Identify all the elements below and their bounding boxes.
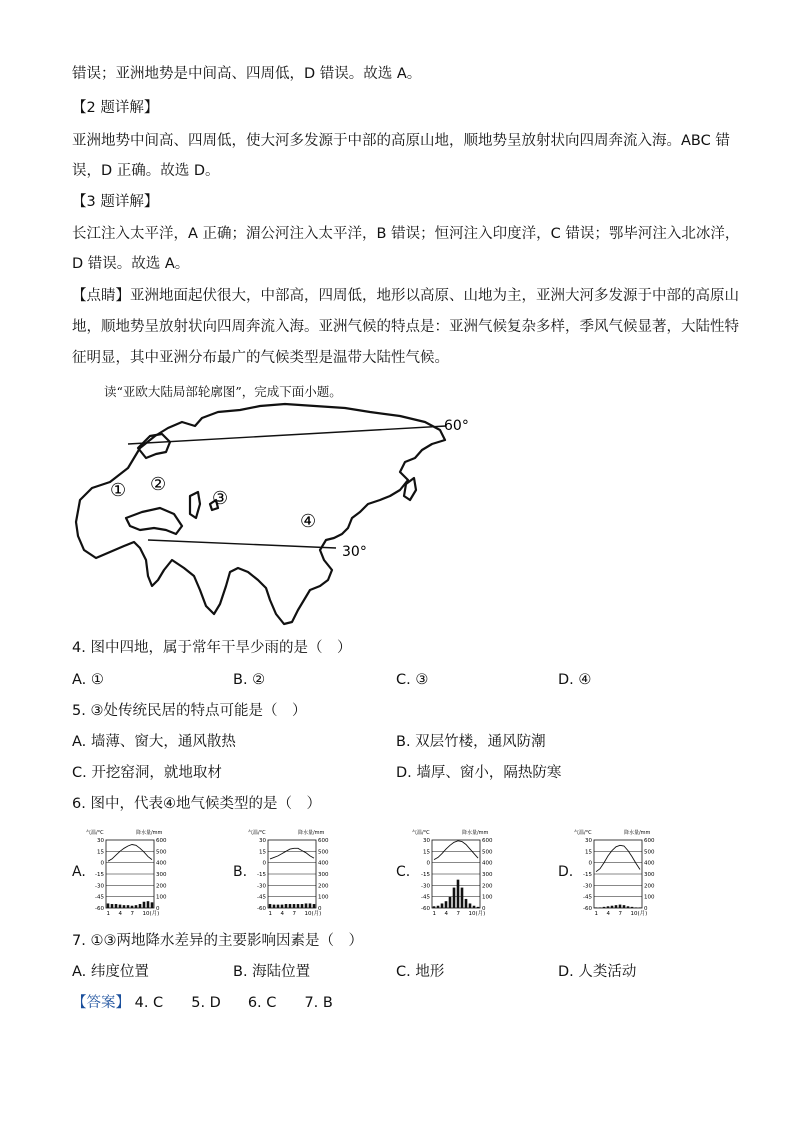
month-tick-label: 4 — [118, 911, 122, 917]
temp-tick-label: 30 — [259, 838, 266, 844]
precip-axis-label: 降水量/mm — [298, 830, 325, 836]
precipitation-bar — [135, 905, 138, 908]
precipitation-bar — [273, 905, 276, 908]
temp-tick-label: -30 — [95, 883, 104, 890]
temp-tick-label: -60 — [257, 906, 266, 912]
month-tick-label: 4 — [606, 911, 610, 917]
month-tick-label: 7 — [618, 911, 622, 917]
latitude-30-line — [148, 540, 336, 548]
precipitation-bar — [433, 906, 436, 908]
temp-tick-label: -60 — [95, 906, 104, 912]
paragraph-line: 地，顺地势呈放射状向四周奔流入海。亚洲气候的特点是：亚洲气候复杂多样，季风气候显著，大陆性特 — [72, 319, 739, 335]
precipitation-bar — [441, 903, 444, 908]
precipitation-bar — [111, 904, 114, 908]
q5-option-b[interactable]: B. 双层竹楼，通风防潮 — [396, 734, 546, 750]
temp-tick-label: -15 — [95, 872, 104, 878]
temperature-curve — [270, 848, 314, 859]
precipitation-bar — [107, 903, 110, 908]
temp-axis-label: 气温/°C — [574, 830, 592, 836]
precip-tick-label: 200 — [318, 883, 329, 890]
q4-option-a[interactable]: A. ① — [72, 672, 104, 688]
precipitation-bar — [269, 904, 272, 908]
precipitation-bar — [131, 906, 134, 908]
latitude-60-label: 60° — [444, 418, 469, 434]
precipitation-bar — [603, 907, 606, 908]
q6-option-c[interactable]: C. — [396, 864, 411, 880]
precip-tick-label: 200 — [156, 883, 167, 890]
question-7-stem: 7. ①③两地降水差异的主要影响因素是（ ） — [72, 933, 363, 949]
q7-option-d[interactable]: D. 人类活动 — [558, 964, 637, 980]
temp-tick-label: 0 — [262, 860, 266, 867]
temp-tick-label: -60 — [583, 906, 592, 912]
temp-tick-label: 15 — [423, 849, 430, 856]
precipitation-bar — [123, 905, 126, 908]
precip-tick-label: 200 — [644, 883, 655, 890]
temp-tick-label: -30 — [583, 883, 592, 890]
temp-tick-label: 30 — [97, 838, 104, 844]
answer-5: 5. D — [191, 995, 221, 1011]
precip-tick-label: 300 — [482, 872, 493, 878]
precip-tick-label: 600 — [318, 838, 329, 844]
month-tick-label: 10(月) — [142, 911, 160, 917]
temp-tick-label: -15 — [583, 872, 592, 878]
map-marker-1: ① — [110, 480, 127, 501]
precipitation-bar — [293, 904, 296, 908]
temp-tick-label: 30 — [423, 838, 430, 844]
precipitation-bar — [623, 905, 626, 908]
precip-tick-label: 500 — [644, 849, 655, 856]
precipitation-bar — [599, 907, 602, 908]
temperature-curve — [596, 845, 640, 871]
tip-paragraph: 【点睛】亚洲地面起伏很大，中部高，四周低，地形以高原、山地为主，亚洲大河多发源于中部的高原山 — [72, 288, 739, 304]
question-4-stem: 4. 图中四地，属于常年干旱少雨的是（ ） — [72, 640, 352, 656]
temp-tick-label: 0 — [588, 860, 592, 867]
precip-tick-label: 0 — [644, 906, 648, 912]
precipitation-bar — [595, 907, 598, 908]
precip-axis-label: 降水量/mm — [136, 830, 163, 836]
paragraph-line: D 错误。故选 A。 — [72, 256, 190, 272]
q5-option-a[interactable]: A. 墙薄、窗大，通风散热 — [72, 734, 236, 750]
section-heading-3: 【3 题详解】 — [72, 194, 159, 210]
month-tick-label: 1 — [432, 911, 436, 917]
temp-tick-label: 30 — [585, 838, 592, 844]
precipitation-bar — [639, 907, 642, 908]
precip-tick-label: 600 — [644, 838, 655, 844]
paragraph-line: 征明显，其中亚洲分布最广的气候类型是温带大陆性气候。 — [72, 350, 449, 366]
q4-option-c[interactable]: C. ③ — [396, 672, 429, 688]
precip-tick-label: 0 — [156, 906, 160, 912]
precip-tick-label: 300 — [318, 872, 329, 878]
precipitation-bar — [289, 904, 292, 908]
temp-tick-label: 0 — [100, 860, 104, 867]
paragraph-line: 错误；亚洲地势是中间高、四周低，D 错误。故选 A。 — [72, 66, 422, 82]
temperature-curve — [434, 841, 478, 860]
temp-tick-label: -30 — [257, 883, 266, 890]
temp-axis-label: 气温/°C — [86, 830, 104, 836]
latitude-60-line — [128, 426, 446, 444]
month-tick-label: 10(月) — [630, 911, 648, 917]
temp-tick-label: -15 — [421, 872, 430, 878]
map-caption: 读“亚欧大陆局部轮廓图”，完成下面小题。 — [104, 384, 342, 399]
precipitation-bar — [453, 888, 456, 908]
temperature-curve — [108, 845, 152, 862]
q4-option-d[interactable]: D. ④ — [558, 672, 592, 688]
precipitation-bar — [297, 904, 300, 908]
temp-tick-label: -45 — [95, 894, 104, 901]
q7-option-a[interactable]: A. 纬度位置 — [72, 964, 149, 980]
precipitation-bar — [143, 902, 146, 908]
precipitation-bar — [457, 880, 460, 908]
month-tick-label: 10(月) — [304, 911, 322, 917]
climate-chart-a — [84, 826, 180, 920]
q5-option-c[interactable]: C. 开挖窑洞，就地取材 — [72, 765, 222, 781]
map-marker-3: ③ — [212, 488, 229, 509]
precip-tick-label: 400 — [482, 860, 493, 867]
q6-option-a[interactable]: A. — [72, 864, 86, 880]
month-tick-label: 10(月) — [468, 911, 486, 917]
month-tick-label: 4 — [444, 911, 448, 917]
precipitation-bar — [139, 904, 142, 908]
question-5-stem: 5. ③处传统民居的特点可能是（ ） — [72, 703, 307, 719]
precip-tick-label: 0 — [482, 906, 486, 912]
precip-tick-label: 100 — [318, 894, 329, 901]
q6-option-b[interactable]: B. — [233, 864, 248, 880]
month-tick-label: 7 — [130, 911, 134, 917]
precipitation-bar — [301, 904, 304, 908]
precipitation-bar — [607, 906, 610, 908]
paragraph-line: 误，D 正确。故选 D。 — [72, 163, 220, 179]
temp-tick-label: 0 — [426, 860, 430, 867]
question-6-stem: 6. 图中，代表④地气候类型的是（ ） — [72, 796, 321, 812]
month-tick-label: 7 — [292, 911, 296, 917]
caspian-sea-outline — [190, 492, 200, 518]
section-heading-2: 【2 题详解】 — [72, 100, 159, 116]
precipitation-bar — [445, 901, 448, 908]
precipitation-bar — [473, 906, 476, 908]
precip-tick-label: 400 — [318, 860, 329, 867]
precipitation-bar — [465, 899, 468, 908]
precip-tick-label: 500 — [482, 849, 493, 856]
q5-option-d[interactable]: D. 墙厚、窗小，隔热防寒 — [396, 765, 562, 781]
q7-option-c[interactable]: C. 地形 — [396, 964, 445, 980]
precip-tick-label: 600 — [482, 838, 493, 844]
latitude-30-label: 30° — [342, 544, 367, 560]
precip-axis-label: 降水量/mm — [462, 830, 489, 836]
precipitation-bar — [635, 907, 638, 908]
precip-tick-label: 300 — [156, 872, 167, 878]
precipitation-bar — [281, 905, 284, 908]
precipitation-bar — [277, 905, 280, 908]
month-tick-label: 4 — [280, 911, 284, 917]
answer-4: 4. C — [134, 995, 164, 1011]
temp-tick-label: -45 — [583, 894, 592, 901]
precipitation-bar — [115, 904, 118, 908]
temp-tick-label: 15 — [259, 849, 266, 856]
precipitation-bar — [461, 888, 464, 908]
precip-tick-label: 500 — [156, 849, 167, 856]
precip-tick-label: 100 — [156, 894, 167, 901]
precipitation-bar — [151, 902, 154, 908]
precipitation-bar — [631, 907, 634, 908]
precip-tick-label: 100 — [482, 894, 493, 901]
precip-tick-label: 400 — [156, 860, 167, 867]
temp-tick-label: 15 — [585, 849, 592, 856]
precip-tick-label: 500 — [318, 849, 329, 856]
precipitation-bar — [615, 905, 618, 908]
precip-tick-label: 300 — [644, 872, 655, 878]
precipitation-bar — [309, 903, 312, 908]
month-tick-label: 1 — [594, 911, 598, 917]
climate-chart-d — [572, 826, 668, 920]
q4-option-b[interactable]: B. ② — [233, 672, 266, 688]
precipitation-bar — [627, 906, 630, 908]
answer-label: 【答案】 — [72, 995, 130, 1011]
precipitation-bar — [477, 907, 480, 908]
temp-tick-label: -45 — [421, 894, 430, 901]
month-tick-label: 7 — [456, 911, 460, 917]
precipitation-bar — [449, 897, 452, 908]
precipitation-bar — [285, 904, 288, 908]
precip-axis-label: 降水量/mm — [624, 830, 651, 836]
climate-chart-b — [246, 826, 342, 920]
precipitation-bar — [619, 905, 622, 908]
month-tick-label: 1 — [268, 911, 272, 917]
mediterranean-outline — [126, 508, 182, 534]
answer-6: 6. C — [247, 995, 277, 1011]
map-marker-2: ② — [150, 474, 167, 495]
precipitation-bar — [437, 906, 440, 908]
map-marker-4: ④ — [300, 511, 317, 532]
paragraph-line: 长江注入太平洋，A 正确；湄公河注入太平洋，B 错误；恒河注入印度洋，C 错误；鄂毕河注入北冰洋， — [72, 226, 740, 242]
answer-7: 7. B — [304, 995, 333, 1011]
climate-chart-c — [410, 826, 506, 920]
precipitation-bar — [611, 906, 614, 908]
temp-axis-label: 气温/°C — [412, 830, 430, 836]
temp-tick-label: -30 — [421, 883, 430, 890]
temp-axis-label: 气温/°C — [248, 830, 266, 836]
temp-tick-label: 15 — [97, 849, 104, 856]
eurasia-map — [70, 400, 480, 630]
paragraph-line: 亚洲地势中间高、四周低，使大河多发源于中部的高原山地，顺地势呈放射状向四周奔流入海。ABC 错 — [72, 133, 730, 149]
precipitation-bar — [127, 905, 130, 908]
precip-tick-label: 400 — [644, 860, 655, 867]
precip-tick-label: 0 — [318, 906, 322, 912]
month-tick-label: 1 — [106, 911, 110, 917]
q6-option-d[interactable]: D. — [558, 864, 574, 880]
temp-tick-label: -15 — [257, 872, 266, 878]
temp-tick-label: -60 — [421, 906, 430, 912]
precipitation-bar — [313, 904, 316, 908]
precip-tick-label: 600 — [156, 838, 167, 844]
precipitation-bar — [147, 901, 150, 908]
temp-tick-label: -45 — [257, 894, 266, 901]
answer-line — [72, 993, 333, 1013]
precipitation-bar — [469, 903, 472, 908]
precipitation-bar — [305, 903, 308, 908]
precip-tick-label: 200 — [482, 883, 493, 890]
precip-tick-label: 100 — [644, 894, 655, 901]
q7-option-b[interactable]: B. 海陆位置 — [233, 964, 311, 980]
precipitation-bar — [119, 905, 122, 908]
